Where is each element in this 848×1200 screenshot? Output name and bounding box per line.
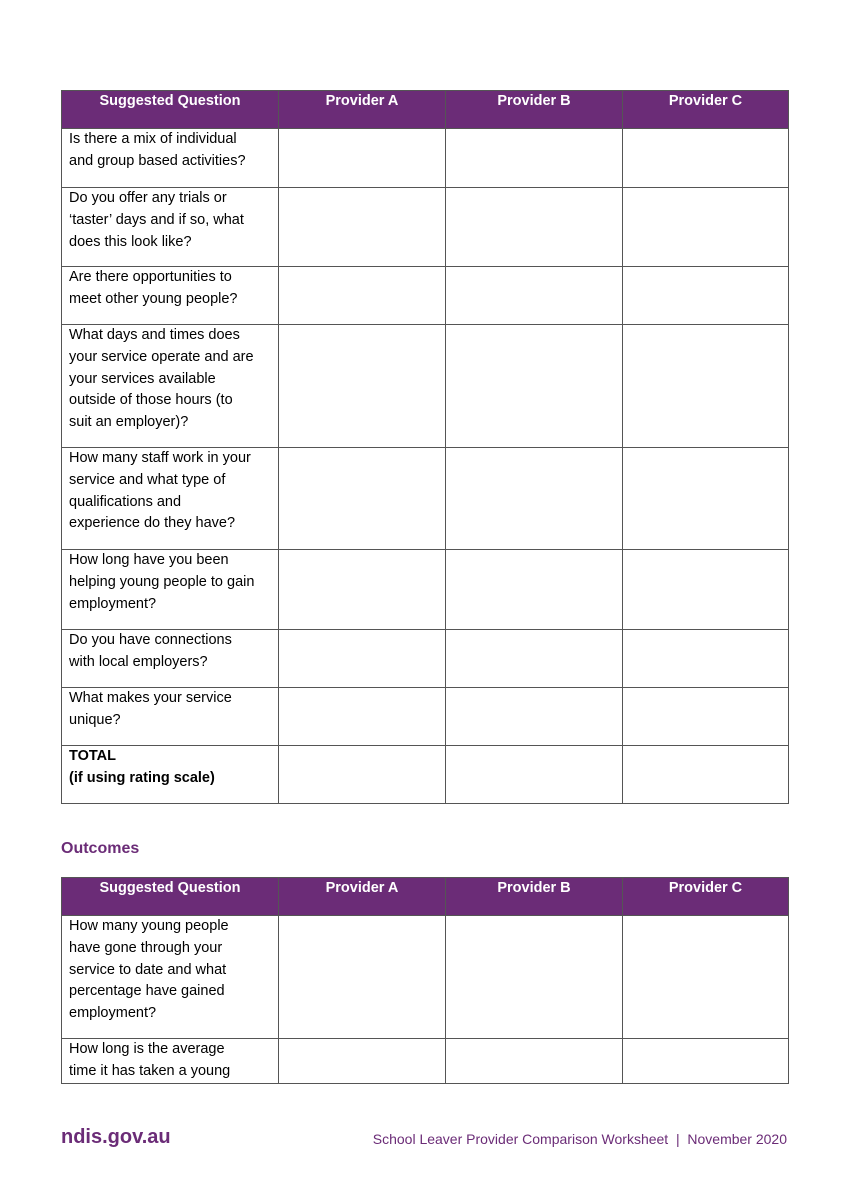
table-row xyxy=(62,448,789,550)
provider-b-cell[interactable] xyxy=(446,448,623,550)
table-header-row xyxy=(62,878,789,916)
header-provider-b: Provider B xyxy=(446,91,623,129)
header-suggested-question: Suggested Question xyxy=(62,91,279,129)
provider-a-cell[interactable] xyxy=(279,267,446,325)
provider-c-cell[interactable] xyxy=(623,188,789,267)
question-cell xyxy=(62,129,279,188)
ndis-site-logo: ndis.gov.au xyxy=(61,1126,171,1148)
provider-c-cell[interactable] xyxy=(623,267,789,325)
provider-c-cell[interactable] xyxy=(623,916,789,1039)
question-text: How long have you been helping young people to gain employment? xyxy=(69,552,255,612)
provider-questions-table xyxy=(61,90,789,804)
question-text: Do you offer any trials or ‘taster’ days and if so, what does this look like? xyxy=(69,190,244,250)
provider-a-cell[interactable] xyxy=(279,688,446,746)
provider-a-cell[interactable] xyxy=(279,325,446,448)
header-provider-b: Provider B xyxy=(446,878,623,916)
provider-b-cell[interactable] xyxy=(446,1039,623,1084)
provider-a-cell[interactable] xyxy=(279,448,446,550)
header-provider-a: Provider A xyxy=(279,878,446,916)
provider-a-cell[interactable] xyxy=(279,1039,446,1084)
table-row xyxy=(62,550,789,630)
table-header-row xyxy=(62,91,789,129)
question-cell xyxy=(62,688,279,746)
question-text: Do you have connections with local employers? xyxy=(69,632,232,670)
table-row xyxy=(62,630,789,688)
provider-a-cell[interactable] xyxy=(279,129,446,188)
question-text: Are there opportunities to meet other young people? xyxy=(69,269,238,307)
question-text: How many staff work in your service and what type of qualifications and experience do they have? xyxy=(69,450,251,532)
question-text: Is there a mix of individual and group based activities? xyxy=(69,131,246,169)
question-text: How many young people have gone through your service to date and what percentage have gained employment? xyxy=(69,918,229,1022)
question-cell xyxy=(62,188,279,267)
question-cell xyxy=(62,630,279,688)
question-cell xyxy=(62,1039,279,1084)
table-row xyxy=(62,1039,789,1084)
table-row xyxy=(62,267,789,325)
provider-c-cell[interactable] xyxy=(623,630,789,688)
table-row xyxy=(62,916,789,1039)
provider-c-cell[interactable] xyxy=(623,550,789,630)
provider-c-cell[interactable] xyxy=(623,688,789,746)
provider-a-cell[interactable] xyxy=(279,916,446,1039)
outcomes-table xyxy=(61,877,789,1084)
question-cell xyxy=(62,267,279,325)
question-text: What makes your service unique? xyxy=(69,690,232,728)
question-cell xyxy=(62,325,279,448)
total-row xyxy=(62,746,789,804)
question-cell xyxy=(62,448,279,550)
provider-c-cell[interactable] xyxy=(623,325,789,448)
provider-b-cell[interactable] xyxy=(446,688,623,746)
provider-c-total-cell[interactable] xyxy=(623,746,789,804)
provider-a-total-cell[interactable] xyxy=(279,746,446,804)
question-text: How long is the average time it has taken a young xyxy=(69,1041,231,1079)
table-row xyxy=(62,188,789,267)
provider-b-cell[interactable] xyxy=(446,267,623,325)
provider-b-cell[interactable] xyxy=(446,630,623,688)
header-provider-c: Provider C xyxy=(623,91,789,129)
provider-c-cell[interactable] xyxy=(623,129,789,188)
total-label: TOTAL (if using rating scale) xyxy=(69,748,215,786)
table-row xyxy=(62,688,789,746)
provider-b-cell[interactable] xyxy=(446,129,623,188)
provider-a-cell[interactable] xyxy=(279,188,446,267)
outcomes-heading: Outcomes xyxy=(61,840,140,857)
provider-b-cell[interactable] xyxy=(446,325,623,448)
header-provider-c: Provider C xyxy=(623,878,789,916)
provider-b-cell[interactable] xyxy=(446,188,623,267)
table-row xyxy=(62,325,789,448)
provider-b-cell[interactable] xyxy=(446,550,623,630)
question-text: What days and times does your service operate and are your services available outside of those hours (to suit an employer)? xyxy=(69,327,254,431)
total-cell xyxy=(62,746,279,804)
provider-b-total-cell[interactable] xyxy=(446,746,623,804)
provider-b-cell[interactable] xyxy=(446,916,623,1039)
table-row xyxy=(62,129,789,188)
provider-c-cell[interactable] xyxy=(623,448,789,550)
question-cell xyxy=(62,916,279,1039)
footer-document-info: School Leaver Provider Comparison Worksheet | November 2020 xyxy=(372,1131,787,1147)
provider-a-cell[interactable] xyxy=(279,630,446,688)
header-provider-a: Provider A xyxy=(279,91,446,129)
provider-c-cell[interactable] xyxy=(623,1039,789,1084)
header-suggested-question: Suggested Question xyxy=(62,878,279,916)
provider-a-cell[interactable] xyxy=(279,550,446,630)
question-cell xyxy=(62,550,279,630)
